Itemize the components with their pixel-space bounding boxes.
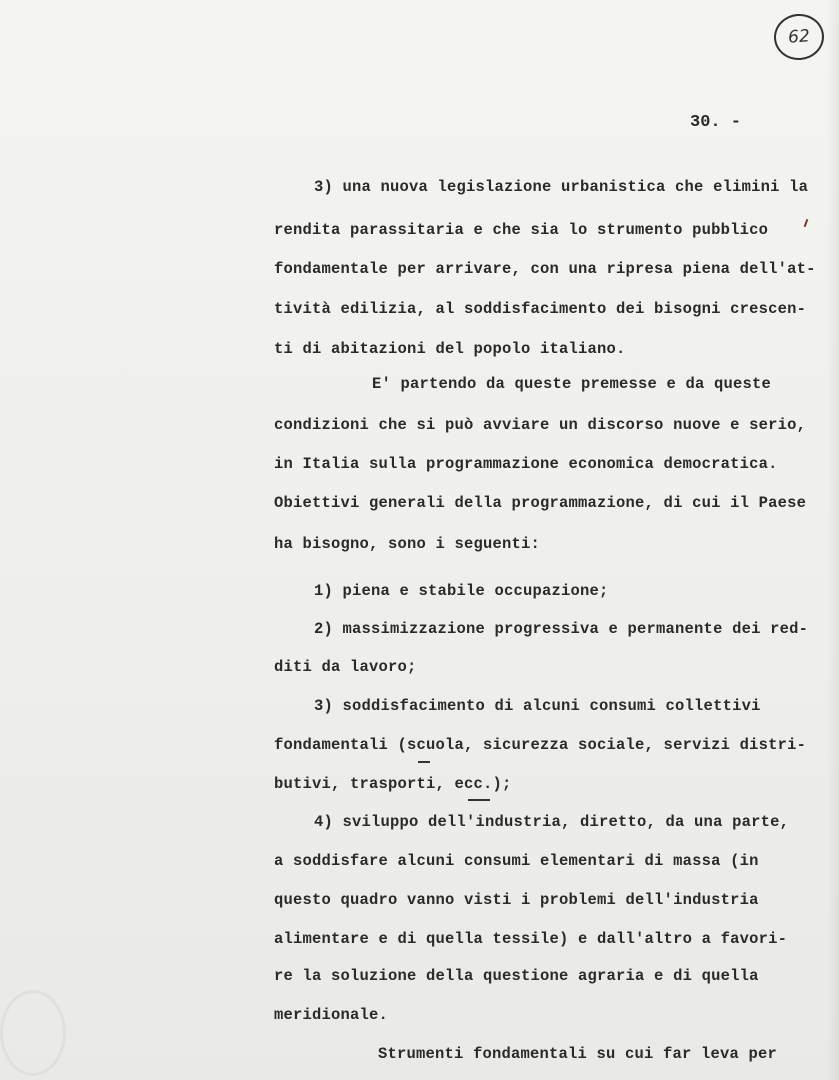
page-edge-shadow bbox=[827, 0, 839, 1080]
text-line: butivi, trasporti, ecc.); bbox=[274, 775, 512, 793]
page-number: 30. - bbox=[690, 113, 742, 132]
text-line: 3) una nuova legislazione urbanistica che elimini la bbox=[314, 178, 809, 196]
watermark bbox=[0, 990, 66, 1076]
text-line: questo quadro vanno visti i problemi dell'industria bbox=[274, 891, 759, 909]
list-item: 1) piena e stabile occupazione; bbox=[314, 582, 609, 600]
text-line: tività edilizia, al soddisfacimento dei bisogni crescen- bbox=[274, 300, 807, 318]
text-line: Obiettivi generali della programmazione, di cui il Paese bbox=[274, 494, 807, 512]
text-line: fondamentale per arrivare, con una ripresa piena dell'at- bbox=[274, 260, 816, 278]
text-line: re la soluzione della questione agraria e di quella bbox=[274, 967, 759, 985]
text-line: fondamentali (scuola, sicurezza sociale, servizi distri- bbox=[274, 736, 807, 754]
handwritten-mark bbox=[468, 799, 490, 801]
list-item: 3) soddisfacimento di alcuni consumi collettivi bbox=[314, 697, 761, 715]
text-line: condizioni che si può avviare un discorso nuove e serio, bbox=[274, 416, 807, 434]
text-line: E' partendo da queste premesse e da queste bbox=[372, 375, 772, 393]
text-line: meridionale. bbox=[274, 1006, 389, 1024]
text-line: rendita parassitaria e che sia lo strumento pubblico bbox=[274, 221, 769, 239]
text-line: ti di abitazioni del popolo italiano. bbox=[274, 340, 626, 358]
handwritten-mark bbox=[418, 761, 430, 763]
text-line: in Italia sulla programmazione economica democratica. bbox=[274, 455, 778, 473]
text-line: alimentare e di quella tessile) e dall'altro a favori- bbox=[274, 930, 788, 948]
text-line: diti da lavoro; bbox=[274, 658, 417, 676]
text-line: Strumenti fondamentali su cui far leva per bbox=[378, 1045, 778, 1063]
archive-page-stamp: 62 bbox=[772, 12, 825, 61]
text-line: ha bisogno, sono i seguenti: bbox=[274, 535, 541, 553]
text-line: a soddisfare alcuni consumi elementari di massa (in bbox=[274, 852, 759, 870]
list-item: 2) massimizzazione progressiva e permanente dei red- bbox=[314, 620, 809, 638]
list-item: 4) sviluppo dell'industria, diretto, da una parte, bbox=[314, 813, 790, 831]
margin-tick-mark bbox=[804, 219, 809, 227]
